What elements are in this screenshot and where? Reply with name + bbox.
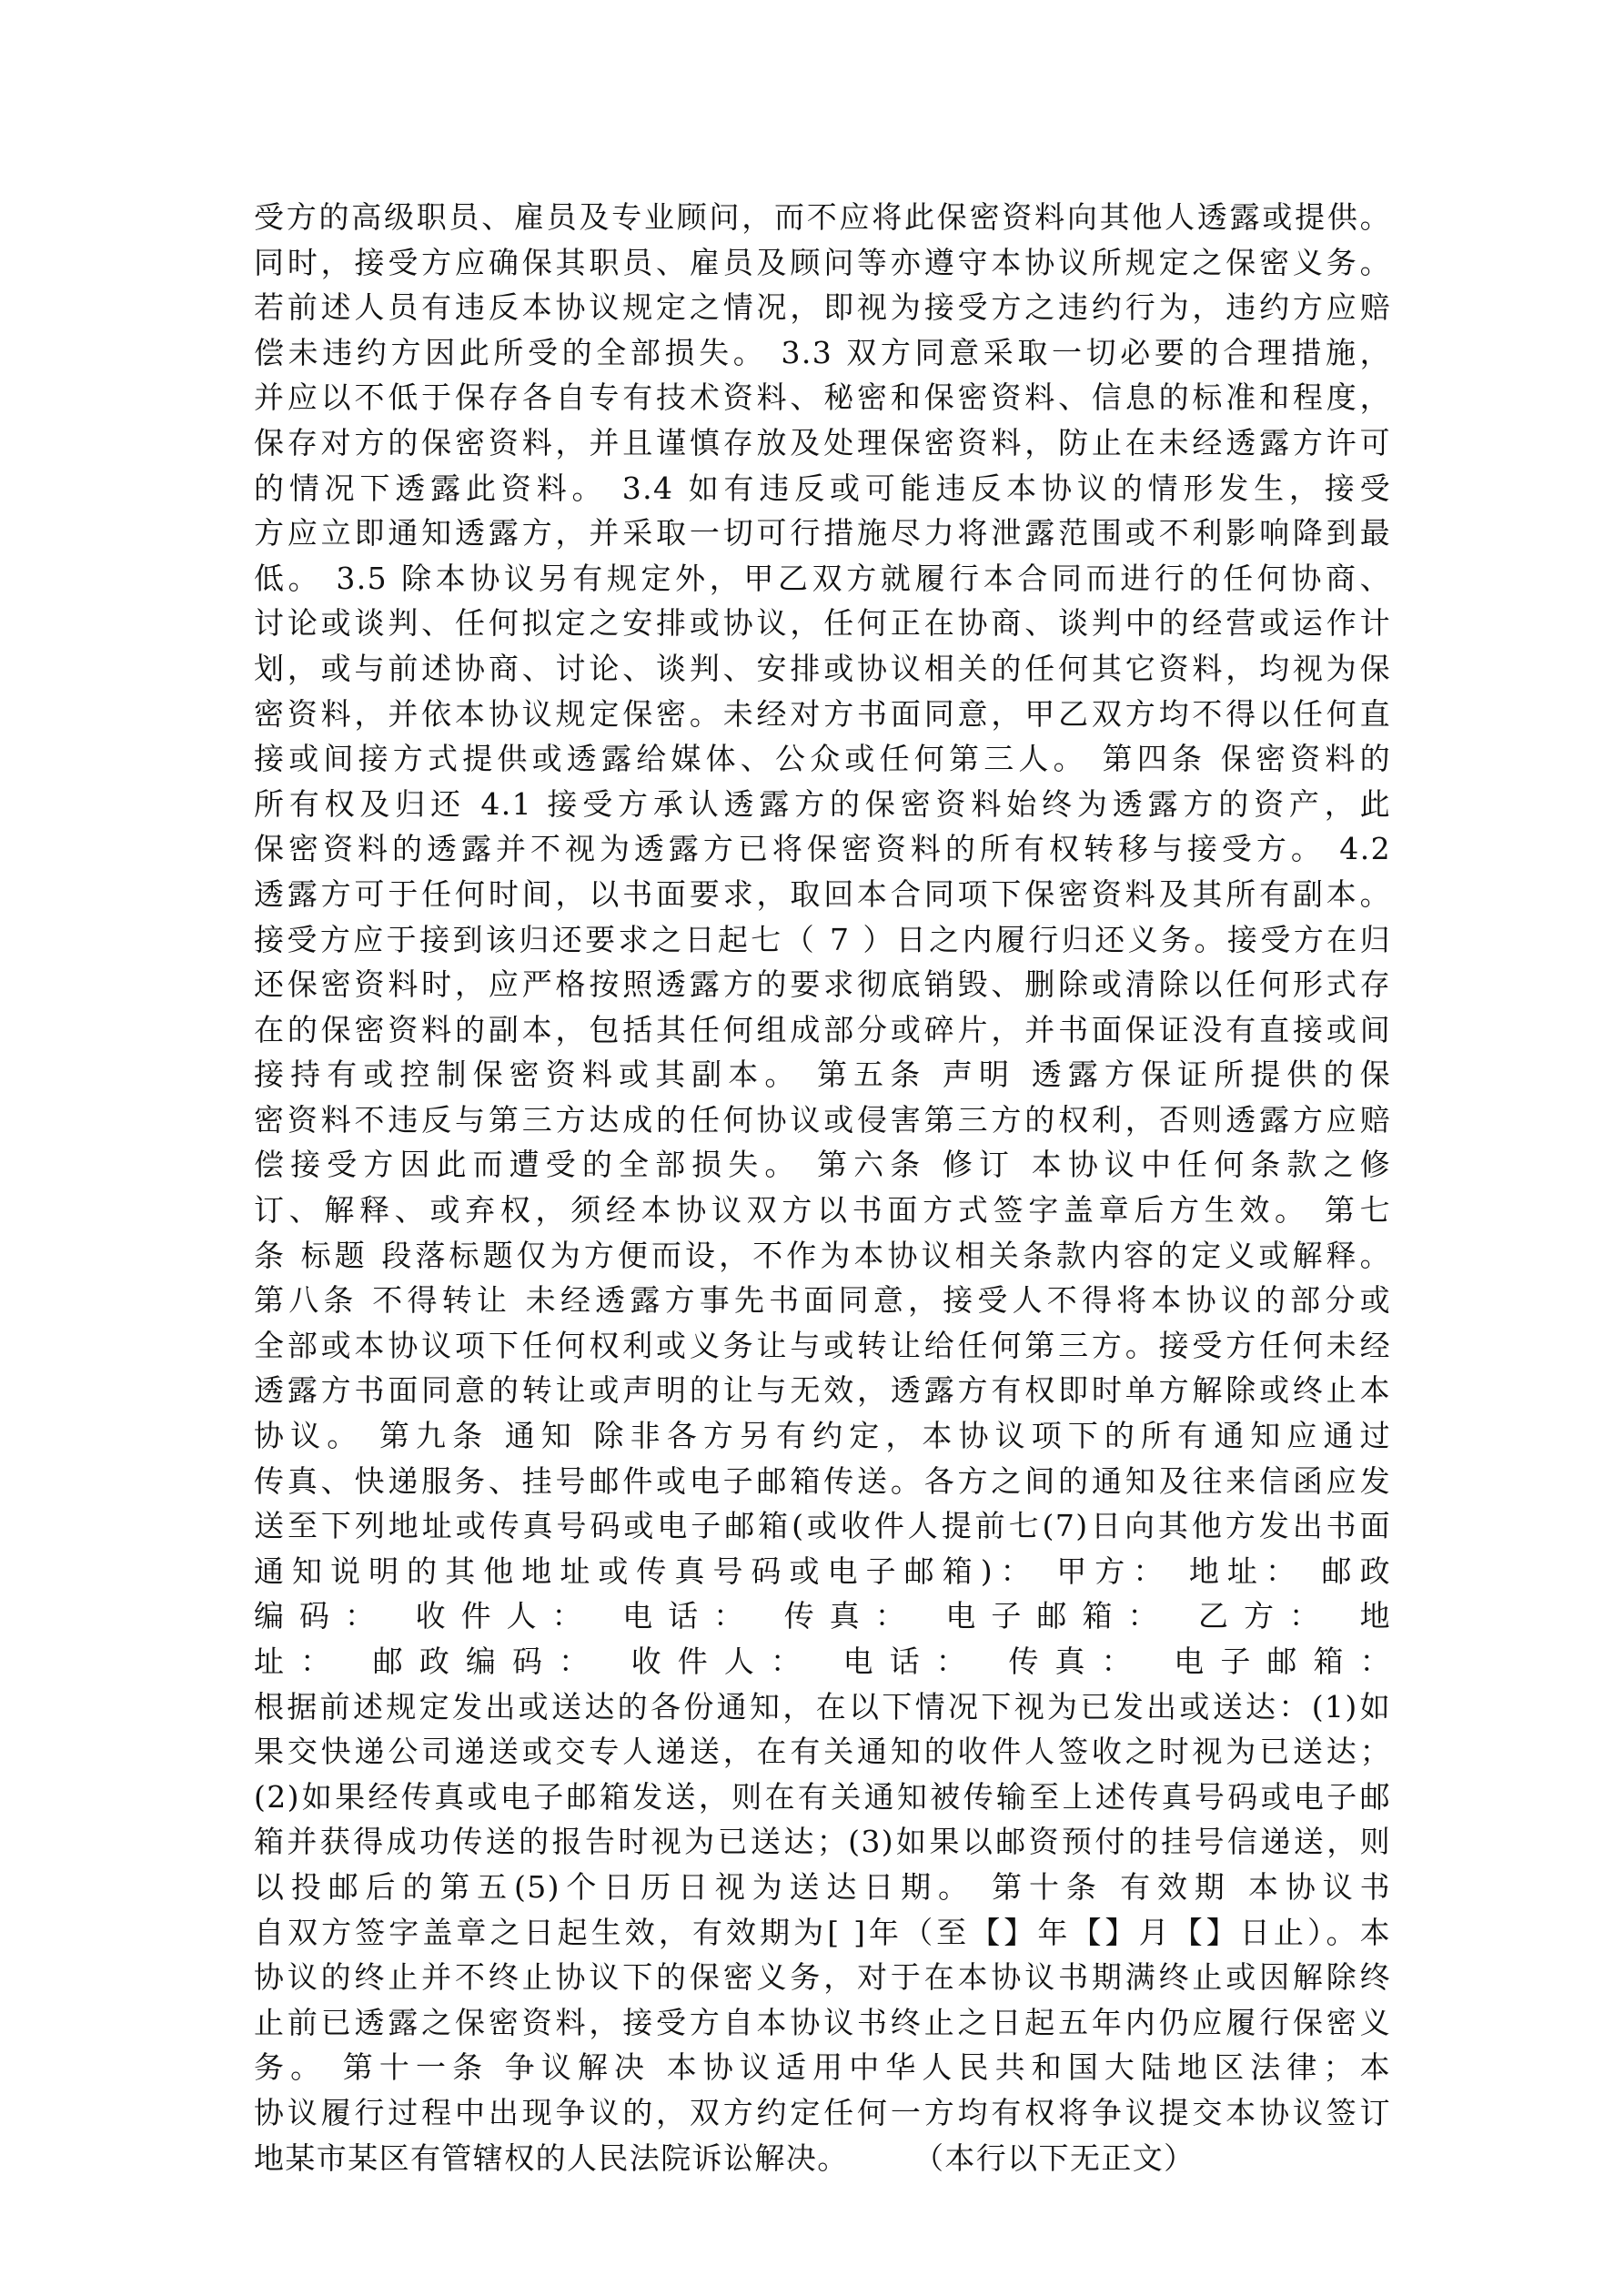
text-line: 以投邮后的第五(5)个日历日视为送达日期。 第十条 有效期 本协议书	[254, 1868, 1391, 1905]
text-line: 接或间接方式提供或透露给媒体、公众或任何第三人。 第四条 保密资料的	[254, 741, 1391, 777]
text-line: 透露方书面同意的转让或声明的让与无效，透露方有权即时单方解除或终止本	[254, 1372, 1391, 1409]
text-line: 保密资料的透露并不视为透露方已将保密资料的所有权转移与接受方。 4.2	[254, 831, 1391, 867]
text-line: 的情况下透露此资料。 3.4 如有违反或可能违反本协议的情形发生，接受	[254, 470, 1391, 506]
text-line: 通知说明的其他地址或传真号码或电子邮箱)： 甲方： 地址： 邮政	[254, 1553, 1391, 1589]
text-line: 箱并获得成功传送的报告时视为已送达；(3)如果以邮资预付的挂号信递送，则	[254, 1824, 1391, 1860]
text-line: 若前述人员有违反本协议规定之情况，即视为接受方之违约行为，违约方应赔	[254, 289, 1391, 326]
text-line: 保存对方的保密资料，并且谨慎存放及处理保密资料，防止在未经透露方许可	[254, 424, 1391, 460]
text-line: 接受方应于接到该归还要求之日起七（ 7 ）日之内履行归还义务。接受方在归	[254, 921, 1391, 957]
text-line: 根据前述规定发出或送达的各份通知，在以下情况下视为已发出或送达：(1)如	[254, 1688, 1391, 1725]
text-line: 偿未违约方因此所受的全部损失。 3.3 双方同意采取一切必要的合理措施，	[254, 334, 1391, 370]
text-line: 条 标题 段落标题仅为方便而设，不作为本协议相关条款内容的定义或解释。	[254, 1237, 1391, 1273]
text-line: 所有权及归还 4.1 接受方承认透露方的保密资料始终为透露方的资产，此	[254, 785, 1391, 822]
text-line: 在的保密资料的副本，包括其任何组成部分或碎片，并书面保证没有直接或间	[254, 1011, 1391, 1047]
text-line: 密资料不违反与第三方达成的任何协议或侵害第三方的权利，否则透露方应赔	[254, 1101, 1391, 1138]
text-line: 订、解释、或弃权，须经本协议双方以书面方式签字盖章后方生效。 第七	[254, 1192, 1391, 1229]
text-line: 并应以不低于保存各自专有技术资料、秘密和保密资料、信息的标准和程度，	[254, 379, 1391, 416]
text-line: 协议。 第九条 通知 除非各方另有约定，本协议项下的所有通知应通过	[254, 1418, 1391, 1454]
text-line: 止前已透露之保密资料，接受方自本协议书终止之日起五年内仍应履行保密义	[254, 2004, 1391, 2040]
text-line: 透露方可于任何时间，以书面要求，取回本合同项下保密资料及其所有副本。	[254, 875, 1391, 912]
text-line: 协议的终止并不终止协议下的保密义务，对于在本协议书期满终止或因解除终	[254, 1959, 1391, 1996]
contract-body-text	[254, 195, 1391, 2180]
text-line: 接持有或控制保密资料或其副本。 第五条 声明 透露方保证所提供的保	[254, 1057, 1391, 1093]
text-line: 划，或与前述协商、讨论、谈判、安排或协议相关的任何其它资料，均视为保	[254, 650, 1391, 686]
text-line: 偿接受方因此而遭受的全部损失。 第六条 修订 本协议中任何条款之修	[254, 1147, 1391, 1183]
text-line: (2)如果经传真或电子邮箱发送，则在有关通知被传输至上述传真号码或电子邮	[254, 1778, 1391, 1815]
text-line: 低。 3.5 除本协议另有规定外，甲乙双方就履行本合同而进行的任何协商、	[254, 560, 1391, 596]
text-line: 编码： 收件人： 电话： 传真： 电子邮箱： 乙方： 地	[254, 1598, 1391, 1634]
text-line: 同时，接受方应确保其职员、雇员及顾问等亦遵守本协议所规定之保密义务。	[254, 244, 1391, 280]
text-line: 讨论或谈判、任何拟定之安排或协议，任何正在协商、谈判中的经营或运作计	[254, 605, 1391, 642]
text-line: 果交快递公司递送或交专人递送，在有关通知的收件人签收之时视为已送达；	[254, 1734, 1391, 1770]
text-line: 自双方签字盖章之日起生效，有效期为[ ]年（至【】年【】月【】日止）。本	[254, 1914, 1391, 1950]
text-line: 址： 邮政编码： 收件人： 电话： 传真： 电子邮箱：	[254, 1644, 1391, 1679]
text-line: 受方的高级职员、雇员及专业顾问，而不应将此保密资料向其他人透露或提供。	[254, 199, 1391, 235]
text-line: 全部或本协议项下任何权利或义务让与或转让给任何第三方。接受方任何未经	[254, 1327, 1391, 1363]
text-line: 方应立即通知透露方，并采取一切可行措施尽力将泄露范围或不利影响降到最	[254, 515, 1391, 551]
text-line: 务。 第十一条 争议解决 本协议适用中华人民共和国大陆地区法律；本	[254, 2049, 1391, 2086]
text-line: 密资料，并依本协议规定保密。未经对方书面同意，甲乙双方均不得以任何直	[254, 695, 1391, 732]
text-line: 传真、快递服务、挂号邮件或电子邮箱传送。各方之间的通知及往来信函应发	[254, 1462, 1391, 1499]
text-line: 第八条 不得转让 未经透露方事先书面同意，接受人不得将本协议的部分或	[254, 1282, 1391, 1319]
text-line: 还保密资料时，应严格按照透露方的要求彻底销毁、删除或清除以任何形式存	[254, 966, 1391, 1003]
text-line: 送至下列地址或传真号码或电子邮箱(或收件人提前七(7)日向其他方发出书面	[254, 1508, 1391, 1544]
text-line: 协议履行过程中出现争议的，双方约定任何一方均有权将争议提交本协议签订	[254, 2094, 1391, 2130]
text-line: 地某市某区有管辖权的人民法院诉讼解决。 （本行以下无正文）	[254, 2139, 1195, 2176]
